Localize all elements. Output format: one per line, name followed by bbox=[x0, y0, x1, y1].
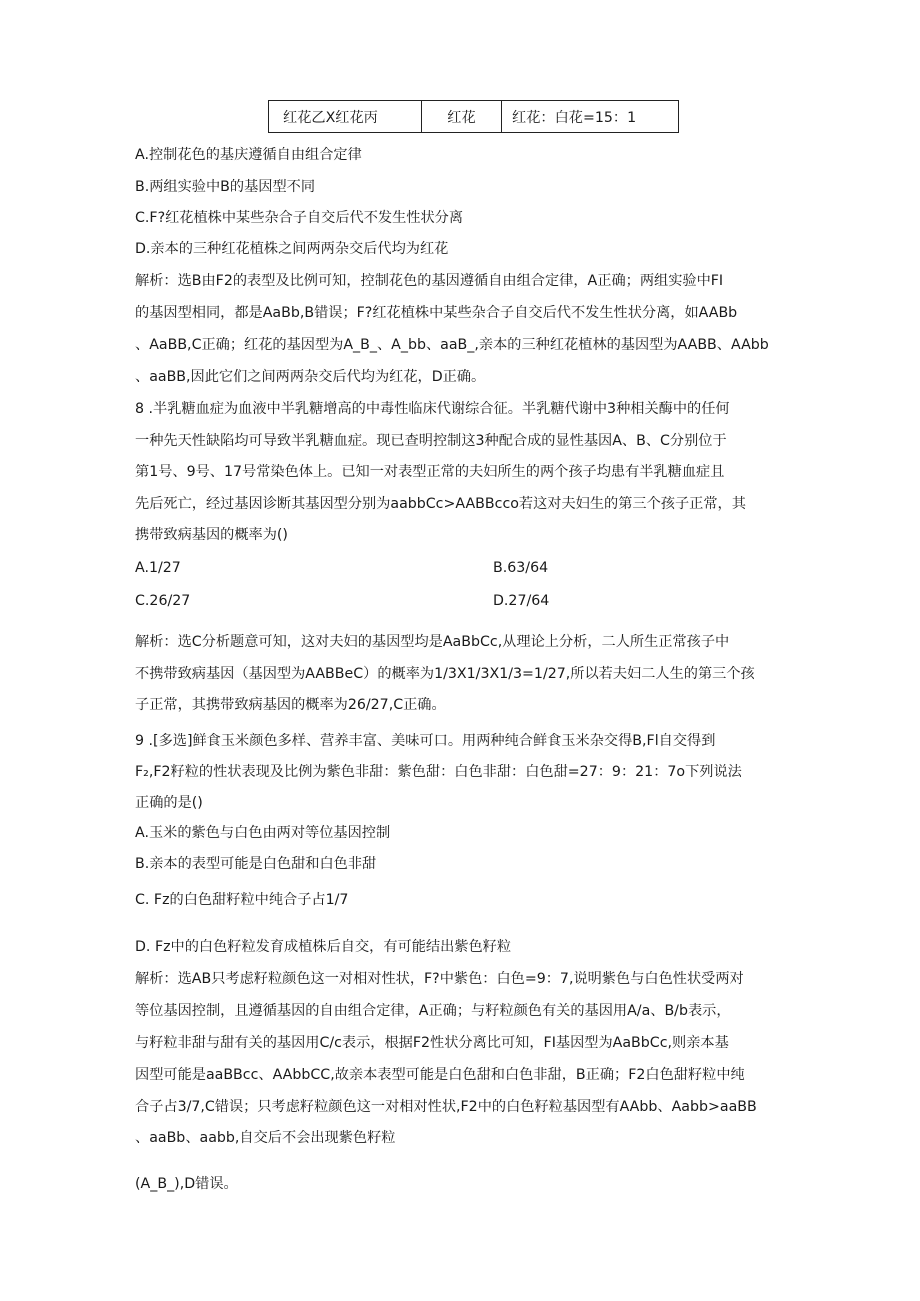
q8-option-d: D.27/64 bbox=[493, 593, 550, 609]
q8-option-c: C.26/27 bbox=[135, 593, 191, 609]
q9-analysis-line: 解析：选AB只考虑籽粒颜色这一对相对性状，F?中紫色：白色=9：7,说明紫色与白色性状受两对 bbox=[135, 971, 744, 987]
q7-analysis-line: 、AaBB,C正确；红花的基因型为A_B_、A_bb、aaB_,亲本的三种红花植林的基因型为AABB、AAbb bbox=[135, 337, 769, 353]
q7-option-c: C.F?红花植株中某些杂合子自交后代不发生性状分离 bbox=[135, 210, 464, 226]
q8-stem-line: 携带致病基因的概率为() bbox=[135, 527, 288, 543]
q9-option-c: C. Fz的白色甜籽粒中纯合子占1/7 bbox=[135, 892, 349, 908]
q9-analysis-line: 与籽粒非甜与甜有关的基因用C/c表示，根据F2性状分离比可知，FI基因型为AaBbCc,则亲本基 bbox=[135, 1035, 729, 1051]
q8-stem-line: 一种先天性缺陷均可导致半乳糖血症。现已查明控制这3种配合成的显性基因A、B、C分别位于 bbox=[135, 433, 727, 449]
q8-stem-line: 先后死亡，经过基因诊断其基因型分别为aabbCc>AABBcco若这对夫妇生的第三个孩子正常，其 bbox=[135, 496, 746, 512]
q8-analysis-line: 不携带致病基因（基因型为AABBeC）的概率为1/3X1/3X1/3=1/27,所以若夫妇二人生的第三个孩 bbox=[135, 666, 755, 682]
q7-option-a: A.控制花色的基庆遵循自由组合定律 bbox=[135, 147, 362, 163]
q7-analysis-line: 的基因型相同，都是AaBb,B错误；F?红花植株中某些杂合子自交后代不发生性状分离，如AABb bbox=[135, 305, 738, 321]
q9-analysis-line: 合子占3/7,C错误；只考虑籽粒颜色这一对相对性状,F2中的白色籽粒基因型有AAbb、Aabb>aaBB bbox=[135, 1099, 757, 1115]
q9-analysis-line: 等位基因控制，且遵循基因的自由组合定律，A正确；与籽粒颜色有关的基因用A/a、B/b表示， bbox=[135, 1003, 731, 1019]
q8-stem-line: 8 .半乳糖血症为血液中半乳糖增高的中毒性临床代谢综合征。半乳糖代谢中3种相关酶中的任何 bbox=[135, 401, 730, 417]
q8-option-a: A.1/27 bbox=[135, 560, 181, 576]
q9-analysis-line: 因型可能是aaBBcc、AAbbCC,故亲本表型可能是白色甜和白色非甜，B正确；F2白色甜籽粒中纯 bbox=[135, 1067, 745, 1083]
q9-option-d: D. Fz中的白色籽粒发育成植株后自交，有可能结出紫色籽粒 bbox=[135, 939, 512, 955]
cross-result-table bbox=[268, 100, 679, 133]
q7-analysis-line: 解析：选B由F2的表型及比例可知，控制花色的基因遵循自由组合定律，A正确；两组实验中FI bbox=[135, 273, 724, 289]
q9-option-a: A.玉米的紫色与白色由两对等位基因控制 bbox=[135, 825, 391, 841]
q8-option-b: B.63/64 bbox=[493, 560, 549, 576]
table-cell-f2-ratio: 红花：白花=15：1 bbox=[502, 101, 679, 133]
q8-analysis-line: 子正常，其携带致病基因的概率为26/27,C正确。 bbox=[135, 697, 446, 713]
q8-stem-line: 第1号、9号、17号常染色体上。已知一对表型正常的夫妇所生的两个孩子均患有半乳糖血症且 bbox=[135, 464, 725, 480]
q8-analysis-line: 解析：选C分析题意可知，这对夫妇的基因型均是AaBbCc,从理论上分析，二人所生正常孩子中 bbox=[135, 634, 730, 650]
q7-option-b: B.两组实验中B的基因型不同 bbox=[135, 179, 316, 195]
q9-option-b: B.亲本的表型可能是白色甜和白色非甜 bbox=[135, 856, 377, 872]
q9-analysis-line: 、aaBb、aabb,自交后不会出现紫色籽粒 bbox=[135, 1130, 396, 1146]
q9-stem-line: 正确的是() bbox=[135, 795, 203, 811]
q9-analysis-line: (A_B_),D错误。 bbox=[135, 1176, 238, 1192]
q7-option-d: D.亲本的三种红花植株之间两两杂交后代均为红花 bbox=[135, 241, 449, 257]
q9-stem-line: F₂,F2籽粒的性状表现及比例为紫色非甜：紫色甜：白色非甜：白色甜=27：9：21：7o下列说法 bbox=[135, 764, 742, 780]
table-cell-f1: 红花 bbox=[422, 101, 502, 133]
table-cell-cross: 红花乙X红花丙 bbox=[269, 101, 422, 133]
table-row bbox=[269, 101, 679, 133]
q9-stem-line: 9 .[多选]鲜食玉米颜色多样、营养丰富、美味可口。用两种纯合鲜食玉米杂交得B,Fl自交得到 bbox=[135, 733, 716, 749]
q7-analysis-line: 、aaBB,因此它们之间两两杂交后代均为红花，D正确。 bbox=[135, 369, 486, 385]
